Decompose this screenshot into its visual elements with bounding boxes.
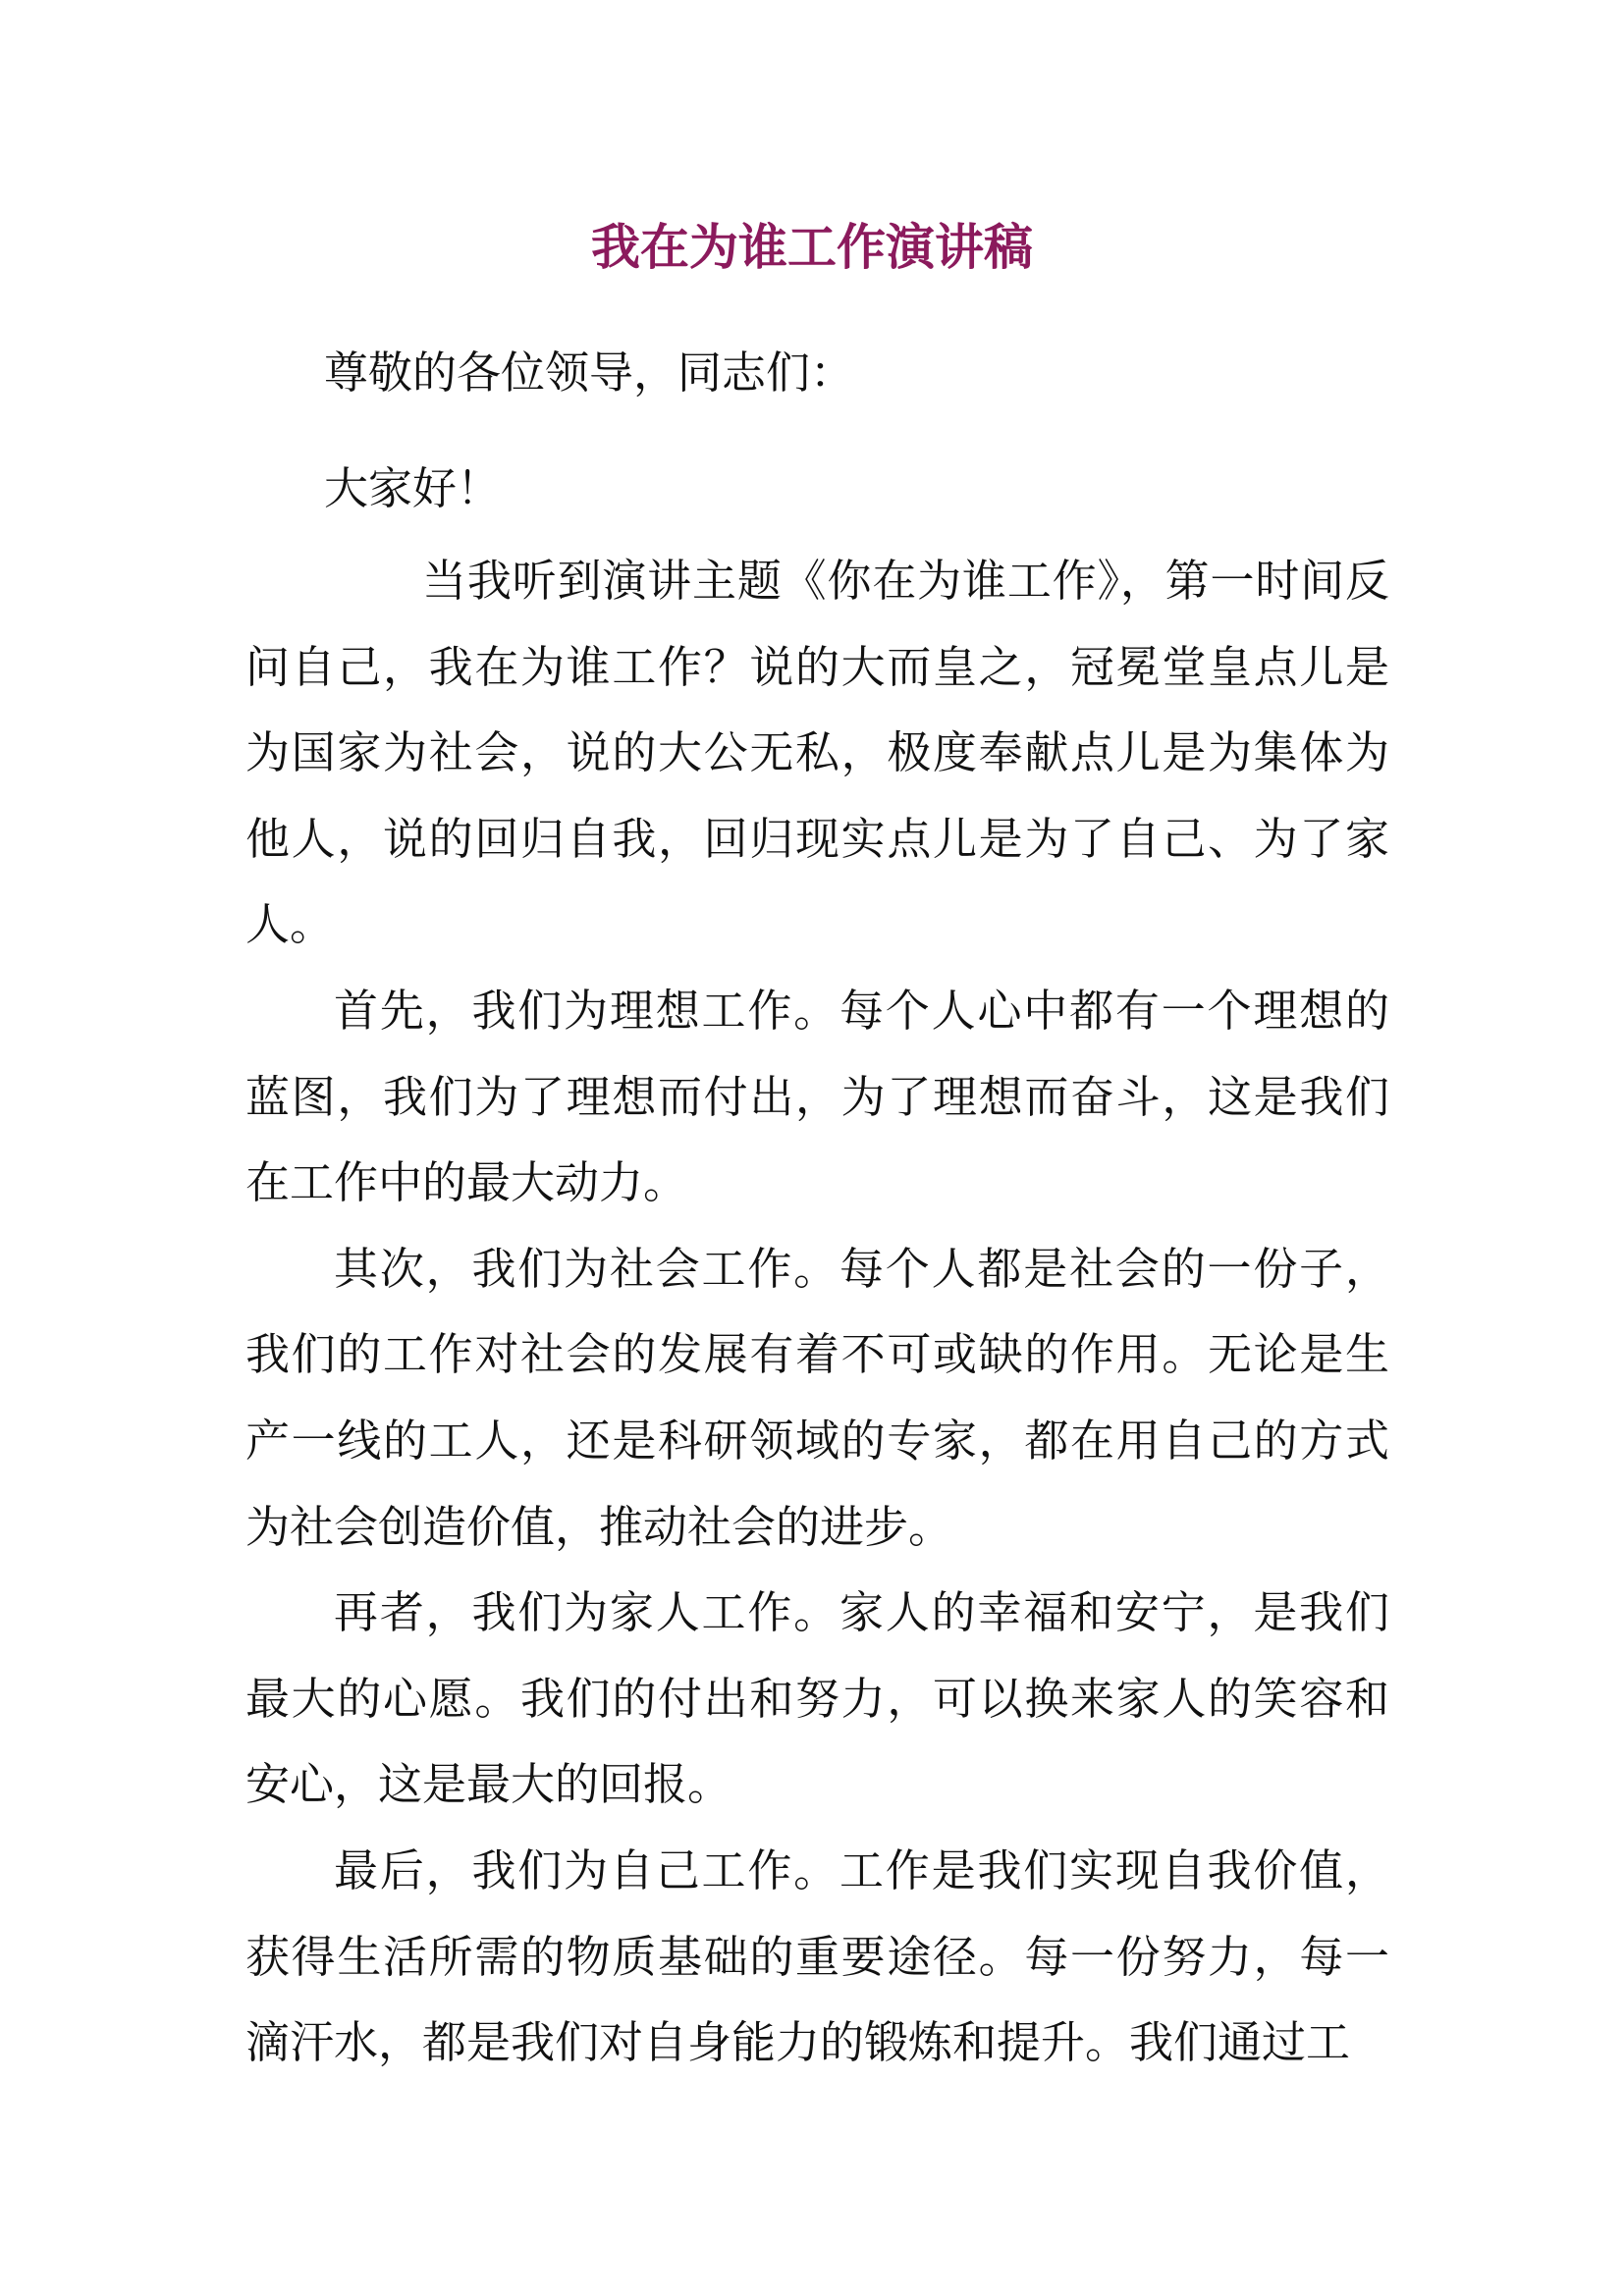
document-title: 我在为谁工作演讲稿: [591, 218, 1033, 276]
salutation: 尊敬的各位领导，同志们：: [324, 347, 855, 399]
speech-body: [245, 538, 1389, 2086]
paragraph-ideal: 首先，我们为理想工作。每个人心中都有一个理想的蓝图，我们为了理想而付出，为了理想而奋斗，这是我们在工作中的最大动力。: [245, 984, 1389, 1209]
paragraph-self: 最后，我们为自己工作。工作是我们实现自我价值，获得生活所需的物质基础的重要途径。每一份努力，每一滴汗水，都是我们对自身能力的锻炼和提升。我们通过工: [245, 1843, 1389, 2069]
opening-greeting: 大家好！: [324, 462, 502, 514]
paragraph-intro: 当我听到演讲主题《你在为谁工作》，第一时间反问自己，我在为谁工作？说的大而皇之，冠冕堂皇点儿是为国家为社会，说的大公无私，极度奉献点儿是为集体为他人，说的回归自我，回归现实点儿是为了自己、为了家人。: [245, 555, 1389, 951]
paragraph-society: 其次，我们为社会工作。每个人都是社会的一份子，我们的工作对社会的发展有着不可或缺的作用。无论是生产一线的工人，还是科研领域的专家，都在用自己的方式为社会创造价值，推动社会的进步。: [245, 1242, 1389, 1553]
paragraph-family: 再者，我们为家人工作。家人的幸福和安宁，是我们最大的心愿。我们的付出和努力，可以换来家人的笑容和安心，这是最大的回报。: [245, 1586, 1389, 1811]
